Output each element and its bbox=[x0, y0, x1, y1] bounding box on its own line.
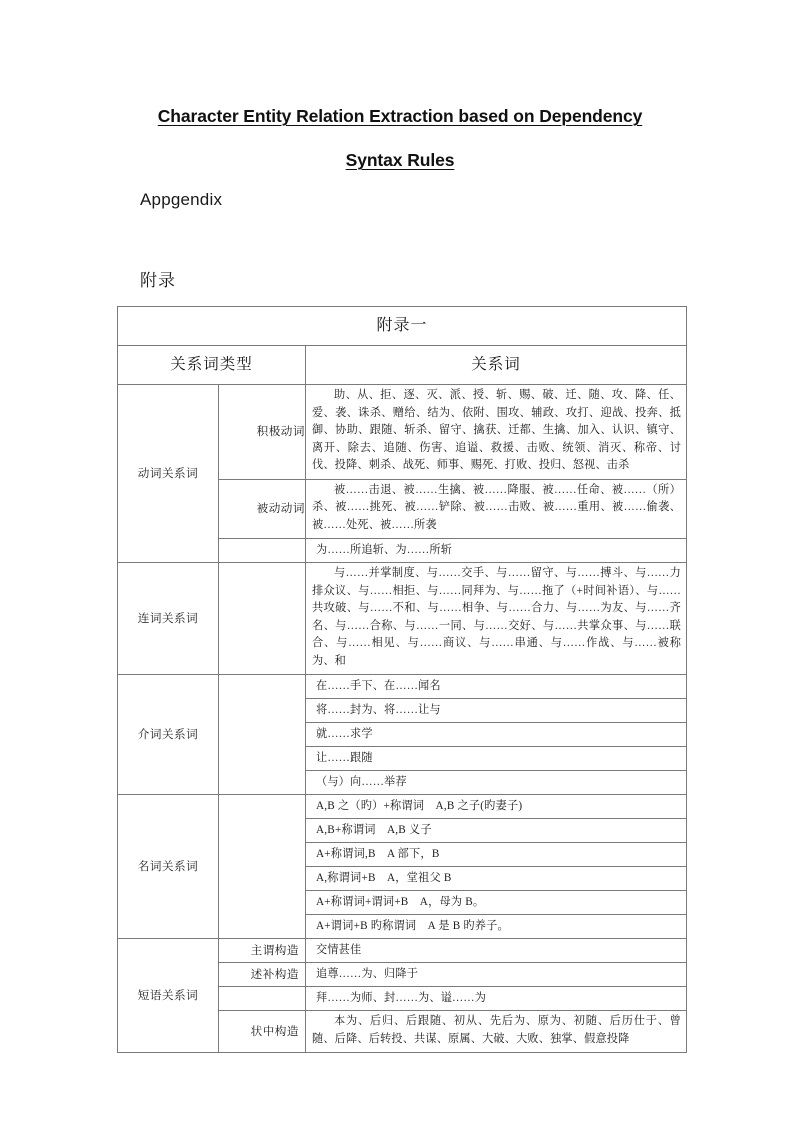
subtype-label-conjunction bbox=[219, 563, 306, 675]
subtype-label-subject-predicate: 主谓构造 bbox=[219, 939, 306, 963]
value-preposition-3: 就……求学 bbox=[306, 723, 687, 747]
table-caption-row bbox=[118, 307, 687, 346]
subtitle-chinese: 附录 bbox=[140, 271, 176, 290]
value-noun-1: A,B 之（旳）+称谓词 A,B 之子(旳妻子) bbox=[306, 795, 687, 819]
value-phrase-1: 交情甚佳 bbox=[306, 939, 687, 963]
value-conjunction: 与……并掌制度、与……交手、与……留守、与……搏斗、与……力排众议、与……相拒、与……同拜为、与……拖了（+时间补语）、与……共攻破、与……不和、与……相争、与……合力、与……为友、与……齐名、与……合称、与……一同、与……交好、与……共掌众事、与……联合、与……相见、与……商议、与……串通、与……作战、与……被称为、和 bbox=[306, 563, 687, 675]
value-phrase-4: 本为、后归、后跟随、初从、先后为、原为、初随、后历仕于、曾随、后降、后转投、共谋、原属、大破、大败、独掌、假意投降 bbox=[306, 1011, 687, 1053]
subtype-label-positive-verb: 积极动词 bbox=[219, 385, 306, 480]
table-row bbox=[118, 385, 687, 480]
value-preposition-5: （与）向……举荐 bbox=[306, 771, 687, 795]
table-header-row bbox=[118, 346, 687, 385]
subtype-label-adverbial-center: 状中构造 bbox=[219, 1011, 306, 1053]
subtype-label-passive-verb: 被动动词 bbox=[219, 479, 306, 539]
table-row bbox=[118, 675, 687, 699]
value-passive-verb: 被……击退、被……生擒、被……降服、被……任命、被……（所）杀、被……挑死、被……铲除、被……击败、被……重用、被……偷袭、被……处死、被……所袭 bbox=[306, 479, 687, 539]
page-title-line-1: Character Entity Relation Extraction based on Dependency bbox=[157, 106, 643, 126]
value-verb-wei-suo: 为……所追斩、为……所斩 bbox=[306, 539, 687, 563]
value-phrase-2: 追尊……为、归降于 bbox=[306, 963, 687, 987]
column-header-type: 关系词类型 bbox=[118, 346, 306, 385]
category-label-phrase: 短语关系词 bbox=[118, 939, 219, 1053]
subtype-empty-noun bbox=[219, 795, 306, 939]
value-phrase-3: 拜……为师、封……为、谥……为 bbox=[306, 987, 687, 1011]
value-noun-6: A+谓词+B 旳称谓词 A 是 B 旳养子。 bbox=[306, 915, 687, 939]
subtype-label-predicate-complement: 述补构造 bbox=[219, 963, 306, 987]
value-noun-3: A+称谓词,B A 部下，B bbox=[306, 843, 687, 867]
subtype-label-phrase-empty bbox=[219, 987, 306, 1011]
value-positive-verb: 助、从、拒、逐、灭、派、授、斩、赐、破、迁、随、攻、降、任、爱、袭、诛杀、赠给、结为、依附、围攻、辅政、攻打、迎战、投奔、抵御、协助、跟随、斩杀、留守、擒获、迁都、生擒、加入、认识、镇守、离开、除去、追随、伤害、追谥、救援、击败、统领、消灭、称帝、讨伐、投降、刺杀、战死、师事、赐死、打败、投归、怒视、击杀 bbox=[306, 385, 687, 480]
page-title-line-2: Syntax Rules bbox=[345, 150, 455, 170]
value-noun-5: A+称谓词+谓词+B A，母为 B。 bbox=[306, 891, 687, 915]
table-row bbox=[118, 563, 687, 675]
appendix-table bbox=[117, 306, 687, 1053]
value-preposition-4: 让……跟随 bbox=[306, 747, 687, 771]
table-caption: 附录一 bbox=[118, 307, 687, 346]
value-preposition-2: 将……封为、将……让与 bbox=[306, 699, 687, 723]
category-label-conjunction: 连词关系词 bbox=[118, 563, 219, 675]
value-preposition-1: 在……手下、在……闻名 bbox=[306, 675, 687, 699]
column-header-word: 关系词 bbox=[306, 346, 687, 385]
subtype-empty-preposition bbox=[219, 675, 306, 795]
value-noun-2: A,B+称谓词 A,B 义子 bbox=[306, 819, 687, 843]
subtype-label-verb-empty bbox=[219, 539, 306, 563]
category-label-noun: 名词关系词 bbox=[118, 795, 219, 939]
table-row bbox=[118, 795, 687, 819]
table-row bbox=[118, 939, 687, 963]
category-label-verb: 动词关系词 bbox=[118, 385, 219, 563]
page-title bbox=[100, 103, 700, 173]
value-noun-4: A,称谓词+B A，堂祖父 B bbox=[306, 867, 687, 891]
subtitle-english: Appgendix bbox=[140, 190, 223, 209]
category-label-preposition: 介词关系词 bbox=[118, 675, 219, 795]
